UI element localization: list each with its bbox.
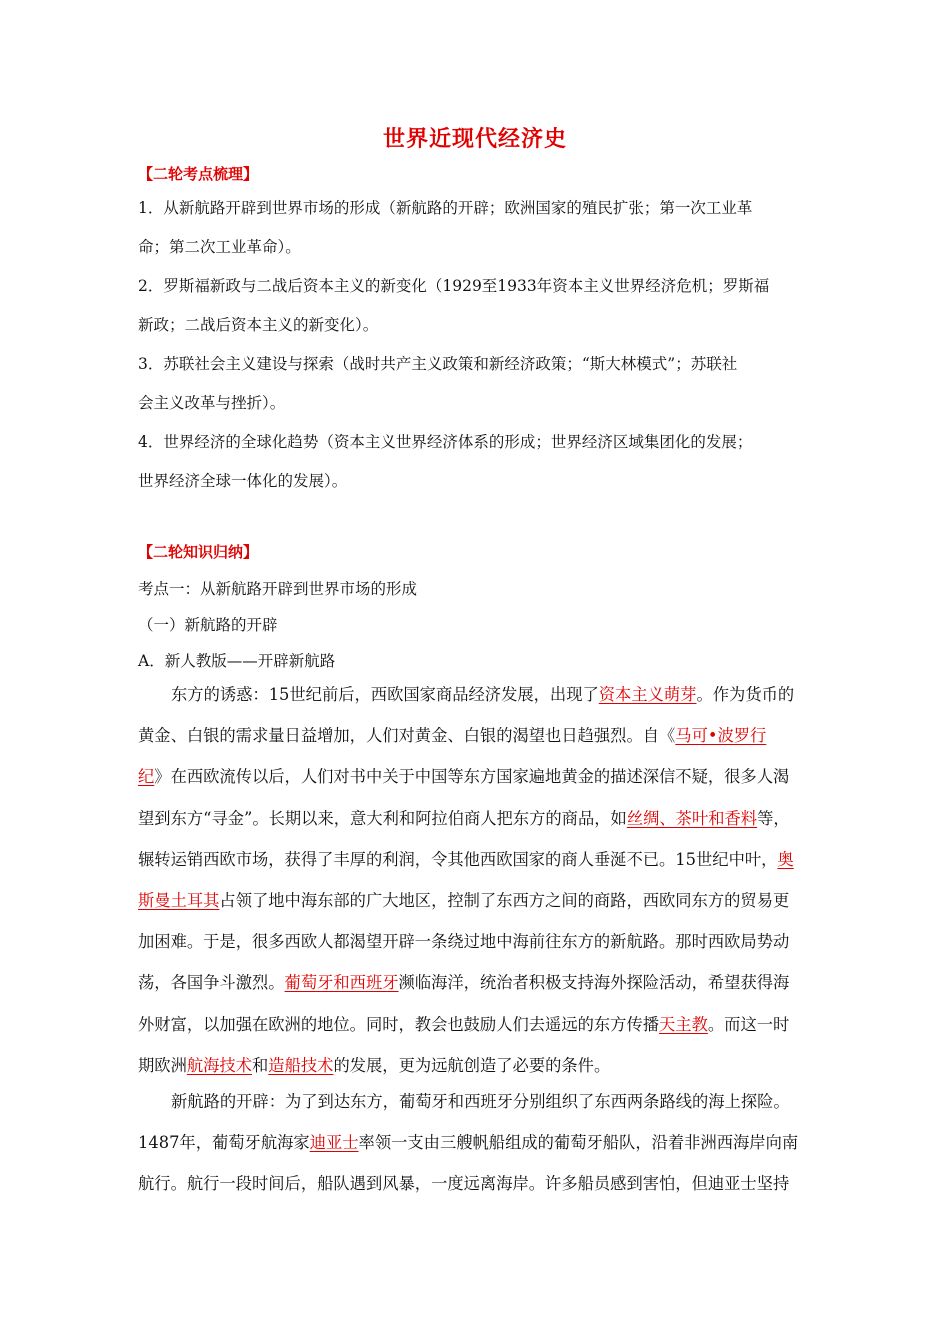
text-span: 等， bbox=[757, 808, 790, 828]
text-span: 辗转运销西欧市场，获得了丰厚的利润，令其他西欧国家的商人垂涎不已。15世纪中叶， bbox=[138, 849, 778, 869]
outline-item-3-line-1: 3．苏联社会主义建设与探索（战时共产主义政策和新经济政策；“斯大林模式”；苏联社 bbox=[138, 355, 738, 373]
section-heading-knowledge-summary: 【二轮知识归纳】 bbox=[138, 543, 259, 561]
text-line bbox=[138, 1004, 828, 1045]
outline-item-1-line-2: 命；第二次工业革命）。 bbox=[138, 238, 301, 256]
text-line bbox=[138, 715, 828, 756]
keyword-marco-polo-cont: 纪 bbox=[138, 767, 155, 787]
outline-item-2-line-1: 2．罗斯福新政与二战后资本主义的新变化（1929至1933年资本主义世界经济危机；罗斯福 bbox=[138, 277, 770, 295]
outline-item-2 bbox=[138, 267, 818, 345]
page-title: 世界近现代经济史 bbox=[382, 126, 567, 152]
text-span: 的发展，更为远航创造了必要的条件。 bbox=[333, 1055, 611, 1075]
text-line bbox=[138, 798, 828, 839]
text-line bbox=[138, 880, 828, 921]
keyword-catholicism: 天主教 bbox=[659, 1014, 708, 1034]
keyword-portugal-spain: 葡萄牙和西班牙 bbox=[284, 973, 399, 993]
topic-heading: 考点一：从新航路开辟到世界市场的形成 bbox=[138, 580, 418, 598]
text-line bbox=[138, 962, 828, 1003]
subsection-a-heading: A．新人教版——开辟新航路 bbox=[138, 652, 336, 670]
text-span: 荡，各国争斗激烈。 bbox=[138, 973, 285, 993]
section-heading-review-points: 【二轮考点梳理】 bbox=[138, 165, 259, 183]
outline-item-1-line-1: 1．从新航路开辟到世界市场的形成（新航路的开辟；欧洲国家的殖民扩张；第一次工业革 bbox=[138, 199, 753, 217]
keyword-ottoman: 奥 bbox=[777, 849, 794, 869]
text-span: 和 bbox=[252, 1055, 269, 1075]
text-span: 1487年，葡萄牙航海家 bbox=[138, 1133, 310, 1153]
outline-item-2-line-2: 新政；二战后资本主义的新变化）。 bbox=[138, 316, 379, 334]
text-span: 率领一支由三艘帆船组成的葡萄牙船队，沿着非洲西海岸向南 bbox=[358, 1133, 799, 1153]
text-span: 》在西欧流传以后，人们对书中关于中国等东方国家遍地黄金的描述深信不疑，很多人渴 bbox=[154, 767, 790, 787]
keyword-silk-tea-spices: 丝绸、茶叶和香料 bbox=[626, 808, 758, 828]
text-line bbox=[138, 674, 828, 715]
outline-item-4-line-2: 世界经济全球一体化的发展）。 bbox=[138, 472, 348, 490]
text-line bbox=[138, 756, 828, 797]
paragraph-eastern-temptation bbox=[138, 674, 828, 1086]
outline-item-1 bbox=[138, 189, 818, 267]
subsection-heading: （一）新航路的开辟 bbox=[138, 616, 278, 634]
text-span: 占领了地中海东部的广大地区，控制了东西方之间的商路，西欧同东方的贸易更 bbox=[219, 891, 790, 911]
keyword-ottoman-cont: 斯曼土耳其 bbox=[138, 891, 220, 911]
paragraph-new-routes bbox=[138, 1081, 828, 1205]
keyword-dias: 迪亚士 bbox=[309, 1133, 359, 1153]
keyword-capitalism-sprouts: 资本主义萌芽 bbox=[598, 685, 697, 704]
text-span: 。作为货币的 bbox=[696, 685, 795, 704]
text-span: 黄金、白银的需求量日益增加，人们对黄金、白银的渴望也日趋强烈。自《 bbox=[138, 726, 676, 746]
keyword-marco-polo: 马可•波罗行 bbox=[675, 726, 767, 746]
text-span: 。而这一时 bbox=[707, 1014, 790, 1034]
outline-item-3-line-2: 会主义改革与挫折）。 bbox=[138, 394, 286, 412]
keyword-shipbuilding-tech: 造船技术 bbox=[268, 1055, 334, 1075]
outline-item-4 bbox=[138, 423, 818, 501]
outline-item-4-line-1: 4．世界经济的全球化趋势（资本主义世界经济体系的形成；世界经济区域集团化的发展； bbox=[138, 433, 753, 451]
text-line bbox=[138, 1045, 828, 1086]
outline-item-3 bbox=[138, 345, 818, 423]
text-span: 东方的诱惑：15世纪前后，西欧国家商品经济发展，出现了 bbox=[171, 685, 599, 704]
text-line: 航行。航行一段时间后，船队遇到风暴，一度远离海岸。许多船员感到害怕，但迪亚士坚持 bbox=[138, 1174, 790, 1194]
text-span: 外财富，以加强在欧洲的地位。同时，教会也鼓励人们去遥远的东方传播 bbox=[138, 1014, 660, 1034]
text-span: 望到东方“寻金”。长期以来，意大利和阿拉伯商人把东方的商品，如 bbox=[138, 808, 627, 828]
text-line: 加困难。于是，很多西欧人都渴望开辟一条绕过地中海前往东方的新航路。那时西欧局势动 bbox=[138, 932, 790, 952]
text-line bbox=[138, 1122, 828, 1163]
text-line bbox=[138, 839, 828, 880]
text-line: 新航路的开辟：为了到达东方，葡萄牙和西班牙分别组织了东西两条路线的海上探险。 bbox=[171, 1092, 790, 1111]
keyword-navigation-tech: 航海技术 bbox=[186, 1055, 252, 1075]
text-span: 濒临海洋，统治者积极支持海外探险活动，希望获得海 bbox=[398, 973, 790, 993]
text-span: 期欧洲 bbox=[138, 1055, 187, 1075]
